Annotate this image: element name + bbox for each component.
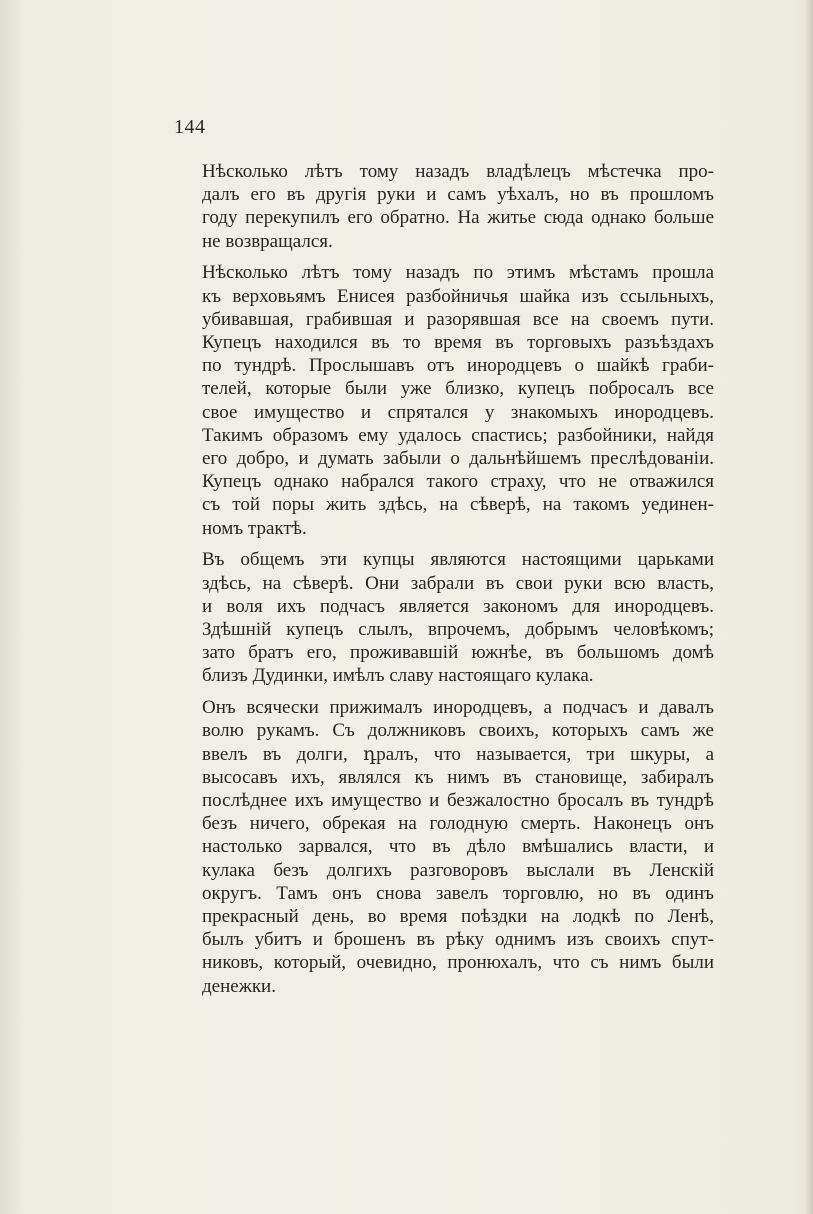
text-line: году перекупилъ его обратно. На житье сюда однако больше	[202, 207, 714, 229]
text-line: кулака безъ долгихъ разговоровъ выслали въ Ленскій	[202, 859, 714, 881]
paragraph-1	[172, 160, 714, 253]
text-line: настолько зарвался, что въ дѣло вмѣшались власти, и	[202, 836, 714, 858]
page-edge	[805, 0, 813, 1214]
text-line: номъ трактѣ.	[202, 517, 307, 539]
text-line: былъ убитъ и брошенъ въ рѣку однимъ изъ своихъ спут-	[202, 929, 714, 951]
text-line: убивавшая, грабившая и разорявшая все на своемъ пути.	[202, 308, 714, 330]
spine-shadow	[0, 0, 28, 1214]
text-line: ввелъ въ долги, դралъ, что называется, три шкуры, а	[202, 743, 714, 765]
text-line: телей, которые были уже близко, купецъ побросалъ все	[202, 378, 714, 400]
paragraph-2	[172, 261, 714, 539]
paragraph-4	[172, 696, 714, 998]
text-line: Въ общемъ эти купцы являются настоящими царьками	[202, 549, 714, 571]
text-line: далъ его въ другія руки и самъ уѣхалъ, но въ прошломъ	[202, 184, 714, 206]
body-text	[172, 160, 714, 1006]
text-line: Такимъ образомъ ему удалось спастись; разбойники, найдя	[202, 424, 714, 446]
text-line: по тундрѣ. Прослышавъ отъ инородцевъ о шайкѣ граби-	[202, 355, 714, 377]
text-line: Онъ всячески прижималъ инородцевъ, а подчасъ и давалъ	[202, 697, 714, 719]
page-number: 144	[174, 116, 206, 138]
text-line: никовъ, который, очевидно, пронюхалъ, что съ нимъ были	[202, 952, 714, 974]
text-line: Здѣшній купецъ слылъ, впрочемъ, добрымъ человѣкомъ;	[202, 619, 714, 641]
text-line: свое имущество и спрятался у знакомыхъ инородцевъ.	[202, 401, 714, 423]
text-line: съ той поры жить здѣсь, на сѣверѣ, на такомъ уединен-	[202, 494, 714, 516]
text-line: прекрасный день, во время поѣздки на лодкѣ по Ленѣ,	[202, 906, 714, 928]
text-line: Нѣсколько лѣтъ тому назадъ по этимъ мѣстамъ прошла	[202, 262, 714, 284]
text-line: къ верховьямъ Енисея разбойничья шайка изъ ссыльныхъ,	[202, 285, 714, 307]
text-line: высосавъ ихъ, являлся къ нимъ въ становище, забиралъ	[202, 766, 714, 788]
text-line: Купецъ однако набрался такого страху, что не отважился	[202, 471, 714, 493]
text-line: послѣднее ихъ имущество и безжалостно бросалъ въ тундрѣ	[202, 790, 714, 812]
text-line: здѣсь, на сѣверѣ. Они забрали въ свои руки всю власть,	[202, 572, 714, 594]
text-line: близъ Дудинки, имѣлъ славу настоящаго кулака.	[202, 665, 594, 687]
text-line: безъ ничего, обрекая на голодную смерть. Наконецъ онъ	[202, 813, 714, 835]
text-line: Нѣсколько лѣтъ тому назадъ владѣлецъ мѣстечка про-	[202, 161, 714, 182]
text-line: и воля ихъ подчасъ является закономъ для инородцевъ.	[202, 595, 714, 617]
text-line: денежки.	[202, 975, 276, 997]
text-line: зато братъ его, проживавшій южнѣе, въ большомъ домѣ	[202, 642, 714, 664]
text-line: Купецъ находился въ то время въ торговыхъ разъѣздахъ	[202, 332, 714, 354]
text-line: волю рукамъ. Съ должниковъ своихъ, которыхъ самъ же	[202, 720, 714, 742]
text-line: округъ. Тамъ онъ снова завелъ торговлю, но въ одинъ	[202, 882, 714, 904]
text-line: не возвращался.	[202, 230, 333, 252]
paragraph-3	[172, 548, 714, 687]
text-line: его добро, и думать забыли о дальнѣйшемъ преслѣдованіи.	[202, 448, 714, 470]
